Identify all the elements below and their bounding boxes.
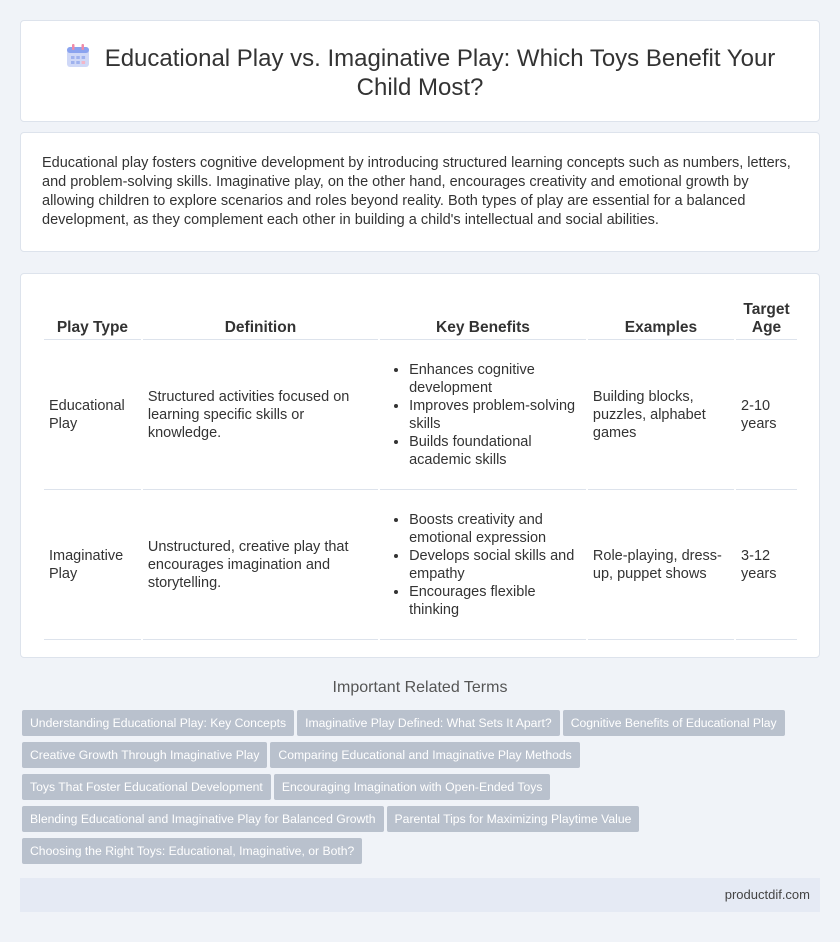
header-target-age: Target Age xyxy=(736,294,797,340)
cell-examples: Role-playing, dress-up, puppet shows xyxy=(588,490,734,640)
related-term-tag[interactable]: Toys That Foster Educational Development xyxy=(22,774,271,800)
page-title xyxy=(21,43,819,102)
table-row xyxy=(44,490,797,640)
list-item: • Improves problem-solving skills xyxy=(409,397,581,433)
list-item: • Boosts creativity and emotional expression xyxy=(409,511,581,547)
header-card xyxy=(20,20,820,122)
related-terms-tags xyxy=(22,710,812,870)
related-term-tag[interactable]: Creative Growth Through Imaginative Play xyxy=(22,742,267,768)
list-item: • Enhances cognitive development xyxy=(409,361,581,397)
footer-site-name[interactable]: productdif.com xyxy=(724,887,810,902)
related-term-tag[interactable]: Comparing Educational and Imaginative Play Methods xyxy=(270,742,579,768)
list-item: • Builds foundational academic skills xyxy=(409,433,581,469)
related-term-tag[interactable]: Choosing the Right Toys: Educational, Imaginative, or Both? xyxy=(22,838,362,864)
related-term-tag[interactable]: Blending Educational and Imaginative Play for Balanced Growth xyxy=(22,806,384,832)
benefits-list xyxy=(385,511,581,619)
header-examples: Examples xyxy=(588,294,734,340)
header-definition: Definition xyxy=(143,294,378,340)
related-term-tag[interactable]: Understanding Educational Play: Key Concepts xyxy=(22,710,294,736)
cell-examples: Building blocks, puzzles, alphabet games xyxy=(588,340,734,490)
related-term-tag[interactable]: Cognitive Benefits of Educational Play xyxy=(563,710,785,736)
footer xyxy=(20,878,820,912)
related-term-tag[interactable]: Parental Tips for Maximizing Playtime Value xyxy=(387,806,640,832)
calendar-icon xyxy=(65,43,91,69)
cell-play-type: Educational Play xyxy=(44,340,141,490)
benefits-list xyxy=(385,361,581,469)
cell-definition: Unstructured, creative play that encourages imagination and storytelling. xyxy=(143,490,378,640)
related-term-tag[interactable]: Encouraging Imagination with Open-Ended Toys xyxy=(274,774,551,800)
cell-target-age: 3-12 years xyxy=(736,490,797,640)
cell-play-type: Imaginative Play xyxy=(44,490,141,640)
cell-key-benefits xyxy=(380,490,586,640)
list-item: • Develops social skills and empathy xyxy=(409,547,581,583)
intro-card xyxy=(20,132,820,252)
cell-definition: Structured activities focused on learning specific skills or knowledge. xyxy=(143,340,378,490)
header-play-type: Play Type xyxy=(44,294,141,340)
table-row xyxy=(44,340,797,490)
cell-key-benefits xyxy=(380,340,586,490)
intro-paragraph: Educational play fosters cognitive development by introducing structured learning concepts such as numbers, letters, and problem-solving skills. Imaginative play, on the other hand, encourages creativity and emotional growth by allowing children to explore scenarios and roles beyond reality. Both types of play are essential for a balanced development, as they complement each other in building a child's intellectual and social abilities. xyxy=(42,155,791,228)
page-title-text: Educational Play vs. Imaginative Play: Which Toys Benefit Your Child Most? xyxy=(104,45,776,101)
cell-target-age: 2-10 years xyxy=(736,340,797,490)
comparison-table-card xyxy=(20,273,820,658)
comparison-table xyxy=(42,294,799,640)
list-item: • Encourages flexible thinking xyxy=(409,583,581,619)
related-terms-heading: Important Related Terms xyxy=(332,679,508,696)
related-term-tag[interactable]: Imaginative Play Defined: What Sets It Apart? xyxy=(297,710,560,736)
header-key-benefits: Key Benefits xyxy=(380,294,586,340)
table-header-row xyxy=(44,294,797,340)
